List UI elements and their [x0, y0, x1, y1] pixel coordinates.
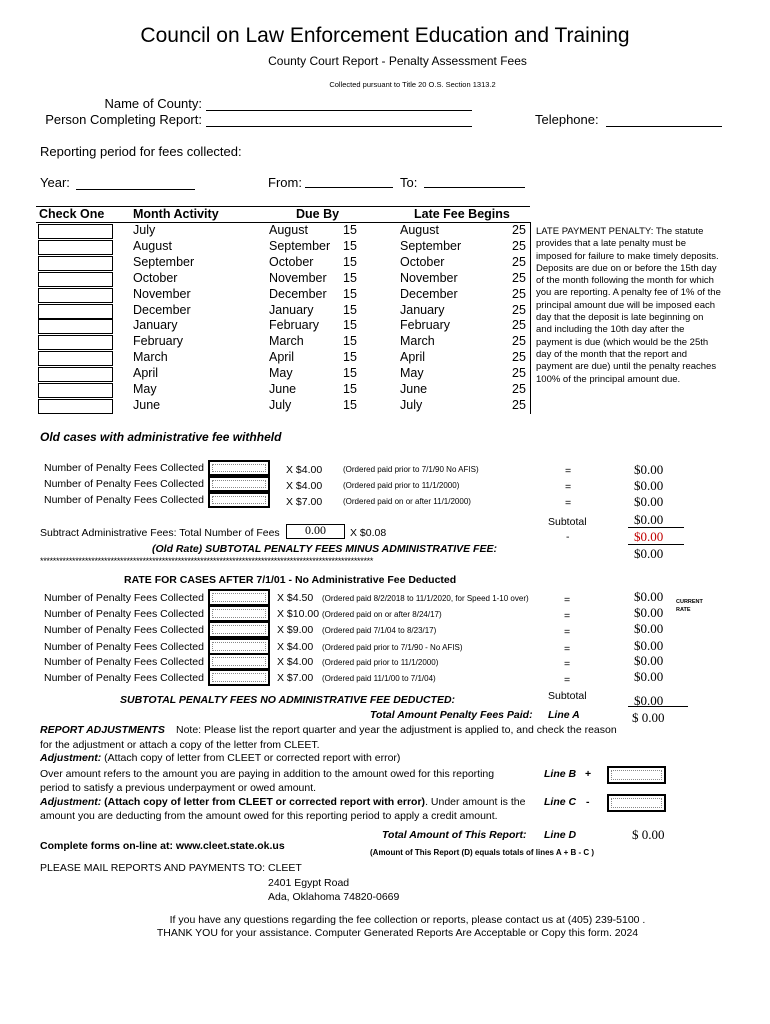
penalty-count-label: Number of Penalty Fees Collected: [44, 478, 204, 490]
county-field[interactable]: [206, 110, 472, 111]
rate-note: (Ordered paid on or after 8/24/17): [322, 610, 442, 619]
person-label: Person Completing Report:: [45, 112, 202, 127]
late-month: July: [400, 397, 423, 412]
new-subtotal-label: SUBTOTAL PENALTY FEES NO ADMINISTRATIVE FEE DEDUCTED:: [120, 694, 456, 706]
late-month: March: [400, 334, 435, 349]
form-title: Council on Law Enforcement Education and Training: [140, 24, 630, 47]
amount: $0.00: [634, 478, 664, 493]
fees-count-value: 0.00: [305, 523, 326, 537]
late-month: January: [400, 302, 445, 317]
due-day: 15: [343, 318, 357, 333]
current-rate-side-label: CURRENT RATE: [676, 599, 703, 613]
new-subtotal-rule: [628, 706, 688, 707]
line-c-label: Line C: [544, 796, 577, 808]
total-penalty-label: Total Amount Penalty Fees Paid:: [370, 709, 533, 721]
late-day: 25: [512, 223, 526, 237]
penalty-count-field[interactable]: [208, 669, 270, 686]
month-activity: December: [133, 302, 191, 317]
line-c-field[interactable]: [607, 794, 666, 812]
line-a-label: Line A: [548, 709, 580, 721]
late-day: 25: [512, 318, 526, 333]
amount: $0.00: [634, 589, 664, 604]
late-month: November: [400, 270, 458, 285]
due-month: September: [269, 238, 331, 253]
check-box[interactable]: [38, 304, 113, 319]
address-line-2: 2401 Egypt Road: [268, 877, 350, 889]
penalty-count-field[interactable]: [208, 492, 270, 508]
new-subtotal-word: Subtotal: [548, 690, 587, 702]
adjustment-2-tail: . Under amount is the: [425, 796, 526, 808]
mail-label: PLEASE MAIL REPORTS AND PAYMENTS TO:: [40, 862, 266, 874]
due-month: March: [269, 334, 304, 349]
equals-sign: =: [564, 643, 571, 655]
check-box[interactable]: [38, 383, 113, 398]
line-d-label: Line D: [544, 829, 577, 841]
due-month: December: [269, 286, 327, 301]
rate-note: (Ordered paid prior to 11/1/2000): [343, 481, 460, 490]
equals-sign: =: [564, 674, 571, 686]
equals-sign: =: [564, 610, 571, 622]
amount: $0.00: [634, 605, 664, 620]
online-forms-note: Complete forms on-line at: www.cleet.state.ok.us: [40, 840, 285, 852]
rate: X $10.00: [277, 608, 320, 620]
equals-sign: =: [565, 497, 572, 509]
rate-note: (Ordered paid 7/1/04 to 8/23/17): [322, 626, 437, 635]
month-activity: November: [133, 286, 191, 301]
rate-note: (Ordered paid prior to 11/1/2000): [322, 658, 439, 667]
adjustments-note-2: for the adjustment or attach a copy of the letter from CLEET.: [40, 739, 320, 751]
late-month: May: [400, 366, 424, 381]
under-amount-line-2: amount you are deducting from the amount owed for this reporting period to apply a credit amount.: [40, 810, 498, 822]
subtract-dash: -: [566, 531, 570, 543]
late-day: 25: [512, 254, 526, 269]
rate-note: (Ordered paid 11/1/00 to 7/1/04): [322, 674, 436, 683]
due-month: August: [269, 223, 308, 237]
rate-note: (Ordered paid on or after 11/1/2000): [343, 497, 471, 506]
to-field[interactable]: [424, 187, 525, 188]
schedule-right-rule: [530, 222, 531, 414]
due-month: May: [269, 366, 293, 381]
check-box[interactable]: [38, 351, 113, 366]
penalty-count-label: Number of Penalty Fees Collected: [44, 494, 204, 506]
adjustment-2-label: Adjustment:: [40, 796, 102, 808]
due-day: 15: [343, 286, 357, 301]
due-day: 15: [343, 238, 357, 253]
amount: $0.00: [634, 638, 664, 653]
month-activity: May: [133, 382, 157, 396]
late-day: 25: [512, 334, 526, 349]
due-header: Due By: [296, 207, 340, 221]
adjustments-heading: REPORT ADJUSTMENTS: [40, 724, 165, 736]
penalty-count-field[interactable]: [208, 653, 270, 670]
check-box[interactable]: [38, 367, 113, 382]
month-header: Month Activity: [133, 207, 219, 221]
report-total-note: (Amount of This Report (D) equals totals of lines A + B - C ): [370, 848, 595, 857]
penalty-count-label: Number of Penalty Fees Collected: [44, 656, 204, 668]
line-b-sign: +: [585, 768, 592, 780]
due-month: October: [269, 254, 314, 269]
late-day: 25: [512, 302, 526, 317]
month-activity: January: [133, 318, 178, 333]
rate: X $9.00: [277, 624, 314, 636]
rate: X $7.00: [286, 496, 323, 508]
penalty-count-label: Number of Penalty Fees Collected: [44, 641, 204, 653]
from-field[interactable]: [305, 187, 393, 188]
due-day: 15: [343, 382, 357, 396]
report-total-label: Total Amount of This Report:: [382, 829, 527, 841]
over-amount-line-1: Over amount refers to the amount you are paying in addition to the amount owed for this reporting: [40, 768, 495, 780]
due-day: 15: [343, 397, 357, 412]
adjustment-1-text: (Attach copy of letter from CLEET or corrected report with error): [104, 752, 401, 764]
line-b-field[interactable]: [607, 766, 666, 784]
penalty-count-field[interactable]: [208, 460, 270, 476]
month-activity: June: [133, 397, 161, 412]
due-month: July: [269, 397, 292, 412]
address-line-1: CLEET: [268, 862, 302, 874]
due-day: 15: [343, 270, 357, 285]
adjustment-2-text: (Attach copy of letter from CLEET or corrected report with error): [104, 796, 426, 808]
form-subtitle: County Court Report - Penalty Assessment Fees: [268, 54, 527, 68]
rate: X $7.00: [277, 672, 314, 684]
late-day: 25: [512, 286, 526, 301]
new-subtotal-amount: $0.00: [634, 693, 664, 708]
late-month: October: [400, 254, 445, 269]
penalty-count-label: Number of Penalty Fees Collected: [44, 624, 204, 636]
rate-note: (Ordered paid prior to 7/1/90 - No AFIS): [322, 643, 463, 652]
rate: X $4.00: [286, 464, 323, 476]
late-month: August: [400, 223, 439, 237]
late-month: June: [400, 382, 428, 396]
line-a-amount: $ 0.00: [632, 710, 665, 725]
penalty-count-label: Number of Penalty Fees Collected: [44, 672, 204, 684]
penalty-count-label: Number of Penalty Fees Collected: [44, 462, 204, 474]
check-box[interactable]: [38, 288, 113, 303]
penalty-count-field[interactable]: [208, 589, 270, 606]
over-amount-line-2: period to satisfy a previous underpayment or owed amount.: [40, 782, 317, 794]
fee-rate: X $0.08: [350, 527, 387, 539]
late-month: April: [400, 350, 426, 365]
late-month: December: [400, 286, 458, 301]
due-month: June: [269, 382, 297, 396]
thank-you-note: THANK YOU for your assistance. Computer Generated Reports Are Acceptable or Copy this form. 2024: [156, 927, 639, 939]
adjustments-note-1: Note: Please list the report quarter and year the adjustment is applied to, and check the reason: [176, 724, 617, 736]
old-subtotal-label: Subtotal: [548, 516, 587, 528]
amount: $0.00: [634, 669, 664, 684]
line-b-label: Line B: [544, 768, 577, 780]
rate: X $4.00: [286, 480, 323, 492]
amount: $0.00: [634, 621, 664, 636]
penalty-count-label: Number of Penalty Fees Collected: [44, 608, 204, 620]
due-day: 15: [343, 350, 357, 365]
telephone-field[interactable]: [606, 126, 722, 127]
penalty-count-label: Number of Penalty Fees Collected: [44, 592, 204, 604]
check-box[interactable]: [38, 256, 113, 271]
admin-fee-amount: $0.00: [634, 529, 664, 544]
late-month: September: [400, 238, 462, 253]
amount: $0.00: [634, 462, 664, 477]
month-activity: August: [133, 238, 172, 253]
check-box[interactable]: [38, 272, 113, 287]
rate-note: (Ordered paid prior to 7/1/90 No AFIS): [343, 465, 479, 474]
due-month: April: [269, 350, 295, 365]
late-day: 25: [512, 350, 526, 365]
month-activity: September: [133, 254, 195, 269]
old-rate-subtotal-label: (Old Rate) SUBTOTAL PENALTY FEES MINUS ADMINISTRATIVE FEE:: [152, 543, 497, 555]
amount: $0.00: [634, 653, 664, 668]
separator-stars: ********************************************************************************************************: [40, 556, 374, 566]
year-field[interactable]: [76, 189, 195, 190]
late-payment-note: LATE PAYMENT PENALTY: The statute provides that a late penalty must be imposed for failure to make timely deposits. Deposits are due on or before the 15th day of the month following the month for which you are reporting. A penalty fee of 1% of the principal amount due will be imposed each day that the deposit is late beginning on and including the 10th day after the payment is due (which would be the 25th day of the month that the report and payment are due) until the penalty reaches 100% of the principal amount due.: [536, 226, 721, 385]
late-header: Late Fee Begins: [414, 207, 510, 221]
adjustment-1-label: Adjustment:: [40, 752, 102, 764]
rate: X $4.00: [277, 656, 314, 668]
equals-sign: =: [565, 481, 572, 493]
equals-sign: =: [564, 594, 571, 606]
month-activity: October: [133, 270, 178, 285]
admin-fee-rule: [628, 544, 684, 545]
rate: X $4.50: [277, 592, 314, 604]
old-cases-heading: Old cases with administrative fee withheld: [40, 430, 282, 444]
month-activity: March: [133, 350, 168, 365]
old-subtotal-amount: $0.00: [634, 512, 664, 527]
due-month: January: [269, 302, 314, 317]
period-label: Reporting period for fees collected:: [40, 144, 242, 159]
penalty-count-field[interactable]: [208, 621, 270, 638]
due-day: 15: [343, 223, 357, 237]
check-box[interactable]: [38, 319, 113, 334]
amount: $0.00: [634, 494, 664, 509]
statute-note: Collected pursuant to Title 20 O.S. Section 1313.2: [329, 80, 496, 89]
from-label: From:: [268, 175, 302, 190]
late-day: 25: [512, 366, 526, 381]
questions-note: If you have any questions regarding the fee collection or reports, please contact us at (405) 239-5100 .: [169, 914, 646, 926]
due-month: November: [269, 270, 327, 285]
month-activity: February: [133, 334, 184, 349]
line-d-amount: $ 0.00: [632, 827, 665, 842]
due-day: 15: [343, 334, 357, 349]
month-activity: April: [133, 366, 159, 381]
old-rate-subtotal-amount: $0.00: [634, 546, 664, 561]
check-box[interactable]: [38, 399, 113, 414]
late-day: 25: [512, 270, 526, 285]
to-label: To:: [400, 175, 418, 190]
equals-sign: =: [564, 658, 571, 670]
check-box[interactable]: [38, 224, 113, 239]
new-rate-heading: RATE FOR CASES AFTER 7/1/01 - No Administrative Fee Deducted: [124, 574, 457, 586]
rate-note: (Ordered paid 8/2/2018 to 11/1/2020, for Speed 1-10 over): [322, 594, 529, 603]
old-subtotal-rule: [628, 527, 684, 528]
month-activity: July: [133, 223, 156, 237]
late-day: 25: [512, 397, 526, 412]
late-day: 25: [512, 238, 526, 253]
check-header: Check One: [39, 207, 105, 221]
address-line-3: Ada, Oklahoma 74820-0669: [268, 891, 400, 903]
late-month: February: [400, 318, 451, 333]
line-c-sign: -: [586, 796, 590, 808]
equals-sign: =: [565, 465, 572, 477]
due-day: 15: [343, 302, 357, 317]
check-box[interactable]: [38, 335, 113, 350]
person-field[interactable]: [206, 126, 472, 127]
subtract-admin-label: Subtract Administrative Fees: Total Number of Fees: [40, 527, 280, 539]
penalty-count-field[interactable]: [208, 605, 270, 622]
due-day: 15: [343, 254, 357, 269]
rate: X $4.00: [277, 641, 314, 653]
year-label: Year:: [40, 175, 70, 190]
equals-sign: =: [564, 626, 571, 638]
check-box[interactable]: [38, 240, 113, 255]
due-month: February: [269, 318, 320, 333]
county-label: Name of County:: [104, 96, 202, 111]
due-day: 15: [343, 366, 357, 381]
late-day: 25: [512, 382, 526, 396]
penalty-count-field[interactable]: [208, 476, 270, 492]
telephone-label: Telephone:: [535, 112, 599, 127]
